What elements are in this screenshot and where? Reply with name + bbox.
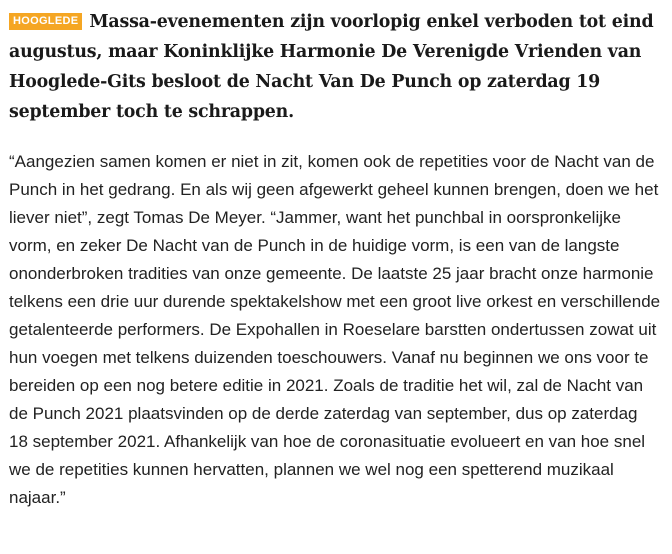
lead-text: Massa-evenementen zijn voorlopig enkel verboden tot eind augustus, maar Koninklijke Harmonie De Verenigde Vrienden van Hooglede-Gits besloot de Nacht Van De Punch op zaterdag 19 september toch te schrappen. xyxy=(9,12,654,122)
article-body: “Aangezien samen komen er niet in zit, komen ook de repetities voor de Nacht van de Punch in het gedrang. En als wij geen afgewerkt geheel kunnen brengen, doen we het liever niet”, zegt Tomas De Meyer. “Jammer, want het punchbal in oorspronkelijke vorm, en zeker De Nacht van de Punch in de huidige vorm, is een van de langste ononderbroken tradities van onze gemeente. De laatste 25 jaar bracht onze harmonie telkens een drie uur durende spektakelshow met een groot live orkest en verschillende getalenteerde performers. De Expohallen in Roeselare barstten ondertussen zowat uit hun voegen met telkens duizenden toeschouwers. Vanaf nu beginnen we ons voor te bereiden op een nog betere editie in 2021. Zoals de traditie het wil, zal de Nacht van de Punch 2021 plaatsvinden op de derde zaterdag van september, dus op zaterdag 18 september 2021. Afhankelijk van hoe de coronasituatie evolueert en van hoe snel we de repetities kunnen hervatten, plannen we wel nog een spetterend muzikaal najaar.” xyxy=(9,152,661,507)
article-lead xyxy=(9,7,661,127)
article xyxy=(9,7,661,512)
location-badge[interactable]: HOOGLEDE xyxy=(9,13,82,30)
